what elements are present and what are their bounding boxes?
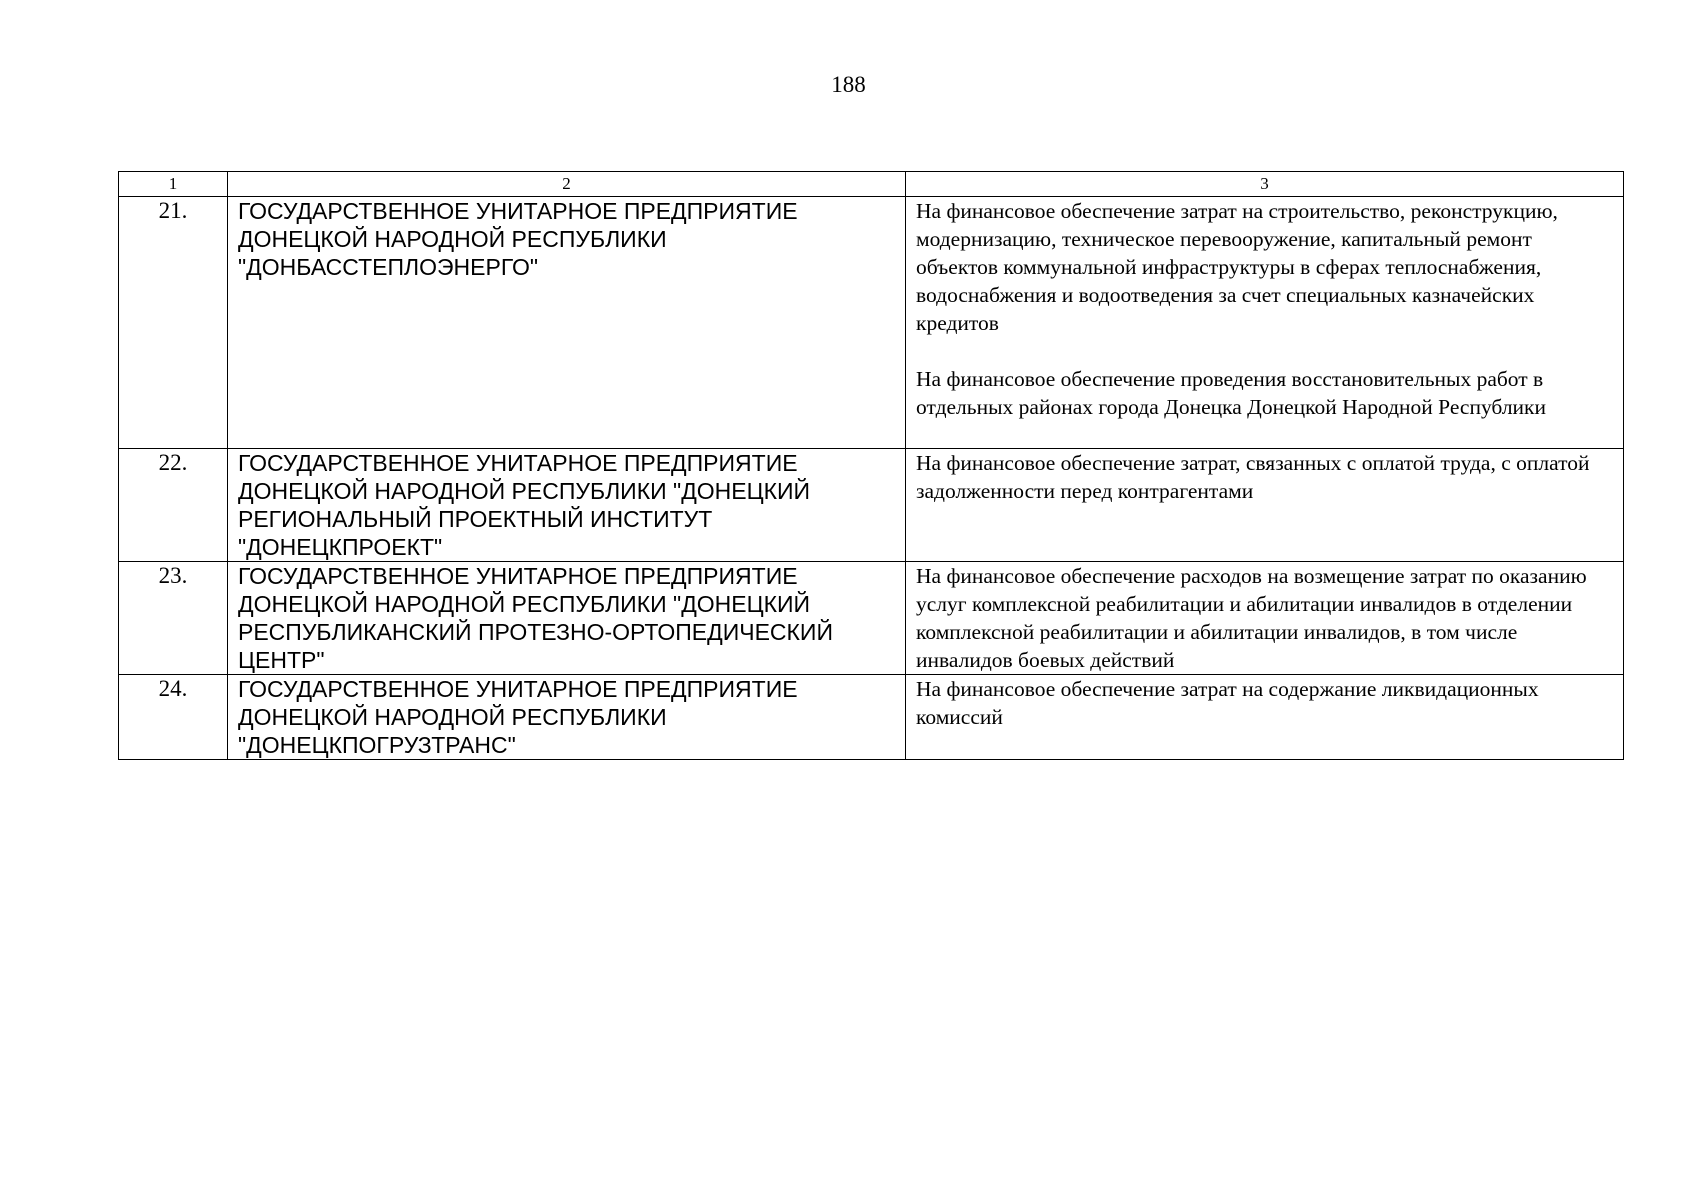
purpose-text: На финансовое обеспечение расходов на возмещение затрат по оказанию услуг комплексной реабилитации и абилитации инвалидов в отделении комплексной реабилитации и абилитации инвалидов, в том числе инвалидов боевых действий bbox=[916, 564, 1587, 672]
purpose-cell bbox=[906, 562, 1624, 675]
purpose-cell bbox=[906, 449, 1624, 562]
row-number: 24. bbox=[119, 675, 228, 760]
purpose-text: На финансовое обеспечение затрат на строительство, реконструкцию, модернизацию, техническое перевооружение, капитальный ремонт объектов коммунальной инфраструктуры в сферах теплоснабжения, водоснабжения и водоотведения за счет специальных казначейских кредитов bbox=[916, 199, 1558, 335]
organization-name: ГОСУДАРСТВЕННОЕ УНИТАРНОЕ ПРЕДПРИЯТИЕ ДОНЕЦКОЙ НАРОДНОЙ РЕСПУБЛИКИ "ДОНБАССТЕПЛОЭНЕРГО" bbox=[228, 197, 906, 449]
column-header-1: 1 bbox=[119, 172, 228, 197]
column-header-3: 3 bbox=[906, 172, 1624, 197]
table-row bbox=[119, 675, 1624, 760]
column-header-2: 2 bbox=[228, 172, 906, 197]
page-number: 188 bbox=[831, 72, 866, 97]
row-number: 21. bbox=[119, 197, 228, 449]
purpose-text: На финансовое обеспечение затрат, связанных с оплатой труда, с оплатой задолженности перед контрагентами bbox=[916, 451, 1590, 503]
purpose-text: На финансовое обеспечение проведения восстановительных работ в отдельных районах города Донецка Донецкой Народной Республики bbox=[916, 367, 1547, 419]
purpose-cell bbox=[906, 675, 1624, 760]
organization-name: ГОСУДАРСТВЕННОЕ УНИТАРНОЕ ПРЕДПРИЯТИЕ ДОНЕЦКОЙ НАРОДНОЙ РЕСПУБЛИКИ "ДОНЕЦКПОГРУЗТРАНС" bbox=[228, 675, 906, 760]
table-row bbox=[119, 197, 1624, 449]
row-number: 23. bbox=[119, 562, 228, 675]
organization-name: ГОСУДАРСТВЕННОЕ УНИТАРНОЕ ПРЕДПРИЯТИЕ ДОНЕЦКОЙ НАРОДНОЙ РЕСПУБЛИКИ "ДОНЕЦКИЙ РЕСПУБЛИКАНСКИЙ ПРОТЕЗНО-ОРТОПЕДИЧЕСКИЙ ЦЕНТР" bbox=[228, 562, 906, 675]
purpose-text: На финансовое обеспечение затрат на содержание ликвидационных комиссий bbox=[916, 677, 1539, 729]
table-row bbox=[119, 449, 1624, 562]
purpose-cell bbox=[906, 197, 1624, 449]
table-row bbox=[119, 562, 1624, 675]
organization-name: ГОСУДАРСТВЕННОЕ УНИТАРНОЕ ПРЕДПРИЯТИЕ ДОНЕЦКОЙ НАРОДНОЙ РЕСПУБЛИКИ "ДОНЕЦКИЙ РЕГИОНАЛЬНЫЙ ПРОЕКТНЫЙ ИНСТИТУТ "ДОНЕЦКПРОЕКТ" bbox=[228, 449, 906, 562]
organizations-table bbox=[118, 171, 1624, 760]
table-header-row bbox=[119, 172, 1624, 197]
row-number: 22. bbox=[119, 449, 228, 562]
